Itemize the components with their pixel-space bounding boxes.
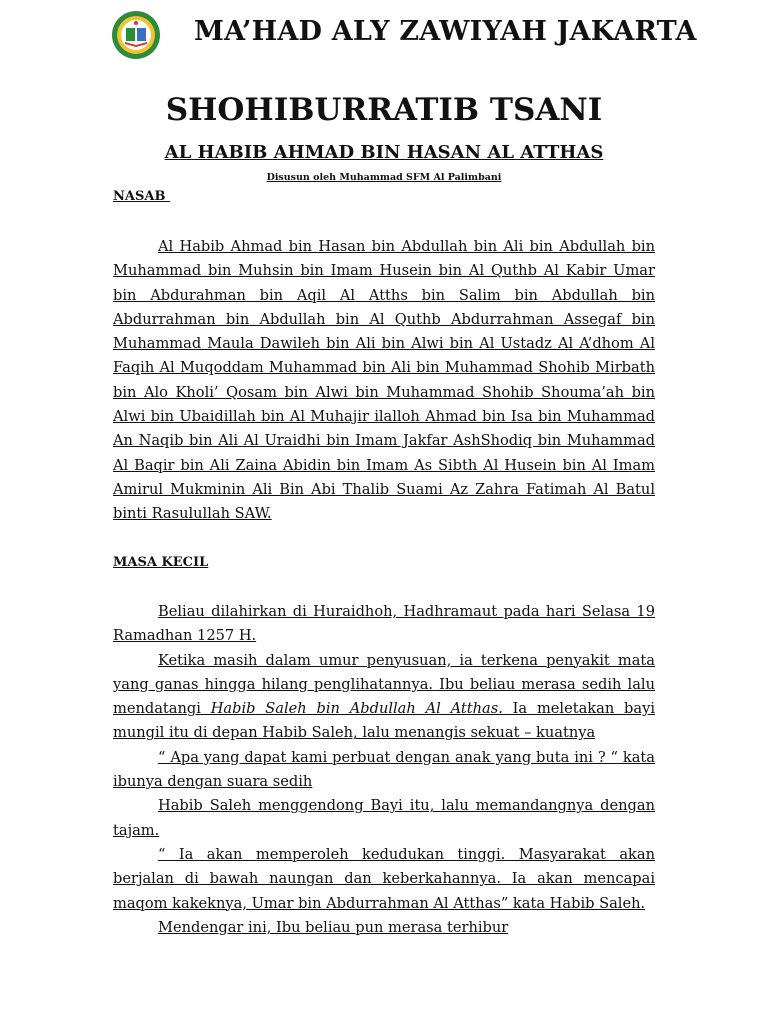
section-heading-nasab: NASAB — [113, 189, 170, 204]
paragraph-habib-holds: Habib Saleh menggendong Bayi itu, lalu memandangnya dengan tajam. — [113, 797, 655, 839]
paragraph-illness: Ketika masih dalam umur penyusuan, ia terkena penyakit mata yang ganas hingga hilang penglihatannya. Ibu beliau merasa sedih lalu mendatangi Habib Saleh bin Abdullah Al Atthas. Ia meletakan bayi mungil itu di depan Habib Saleh, lalu menangis sekuat – kuatnya — [113, 651, 655, 742]
paragraph-birth: Beliau dilahirkan di Huraidhoh, Hadhramaut pada hari Selasa 19 Ramadhan 1257 H. — [113, 603, 655, 645]
institution-logo-icon — [111, 10, 161, 60]
paragraph-prophecy: “ Ia akan memperoleh kedudukan tinggi. Masyarakat akan berjalan di bawah naungan dan keberkahannya. Ia akan mencapai maqom kakeknya, Umar bin Abdurrahman Al Atthas” kata Habib Saleh. — [113, 845, 655, 912]
document-subtitle: AL HABIB AHMAD BIN HASAN AL ATTHAS — [164, 142, 604, 163]
organization-name: MA’HAD ALY ZAWIYAH JAKARTA — [194, 16, 697, 47]
paragraph-comforted: Mendengar ini, Ibu beliau pun merasa terhibur — [158, 918, 509, 936]
habib-saleh-name: Habib Saleh bin Abdullah Al Atthas. — [210, 700, 503, 718]
nasab-text: Al Habib Ahmad bin Hasan bin Abdullah bin Ali bin Abdullah bin Muhammad bin Muhsin bin Imam Husein bin Al Quthb Al Kabir Umar bin Abdurahman bin Aqil Al Atths bin Salim bin Abdullah bin Abdurrahman bin Abdullah bin Al Quthb Abdurrahman Assegaf bin Muhammad Maula Dawileh bin Ali bin Alwi bin Al Ustadz Al A’dhom Al Faqih Al Muqoddam Muhammad bin Ali bin Muhammad Shohib Mirbath bin Alo Kholi’ Qosam bin Alwi bin Muhammad Shohib Shouma’ah bin Alwi bin Ubaidillah bin Al Muhajir ilalloh Ahmad bin Isa bin Muhammad An Naqib bin Ali Al Uraidhi bin Imam Jakfar AshShodiq bin Muhammad Al Baqir bin Ali Zaina Abidin bin Imam As Sibth Al Husein bin Al Imam Amirul Mukminin Ali Bin Abi Thalib Suami Az Zahra Fatimah Al Batul binti Rasulullah SAW. — [113, 238, 655, 523]
nasab-paragraph — [113, 235, 655, 527]
author-line: Disusun oleh Muhammad SFM Al Palimbani — [266, 172, 502, 183]
masa-kecil-body — [113, 600, 655, 940]
document-title: SHOHIBURRATIB TSANI — [165, 92, 603, 128]
section-heading-masa-kecil: MASA KECIL — [113, 555, 209, 570]
paragraph-mother-quote: “ Apa yang dapat kami perbuat dengan anak yang buta ini ? “ kata ibunya dengan suara sedih — [113, 748, 655, 791]
